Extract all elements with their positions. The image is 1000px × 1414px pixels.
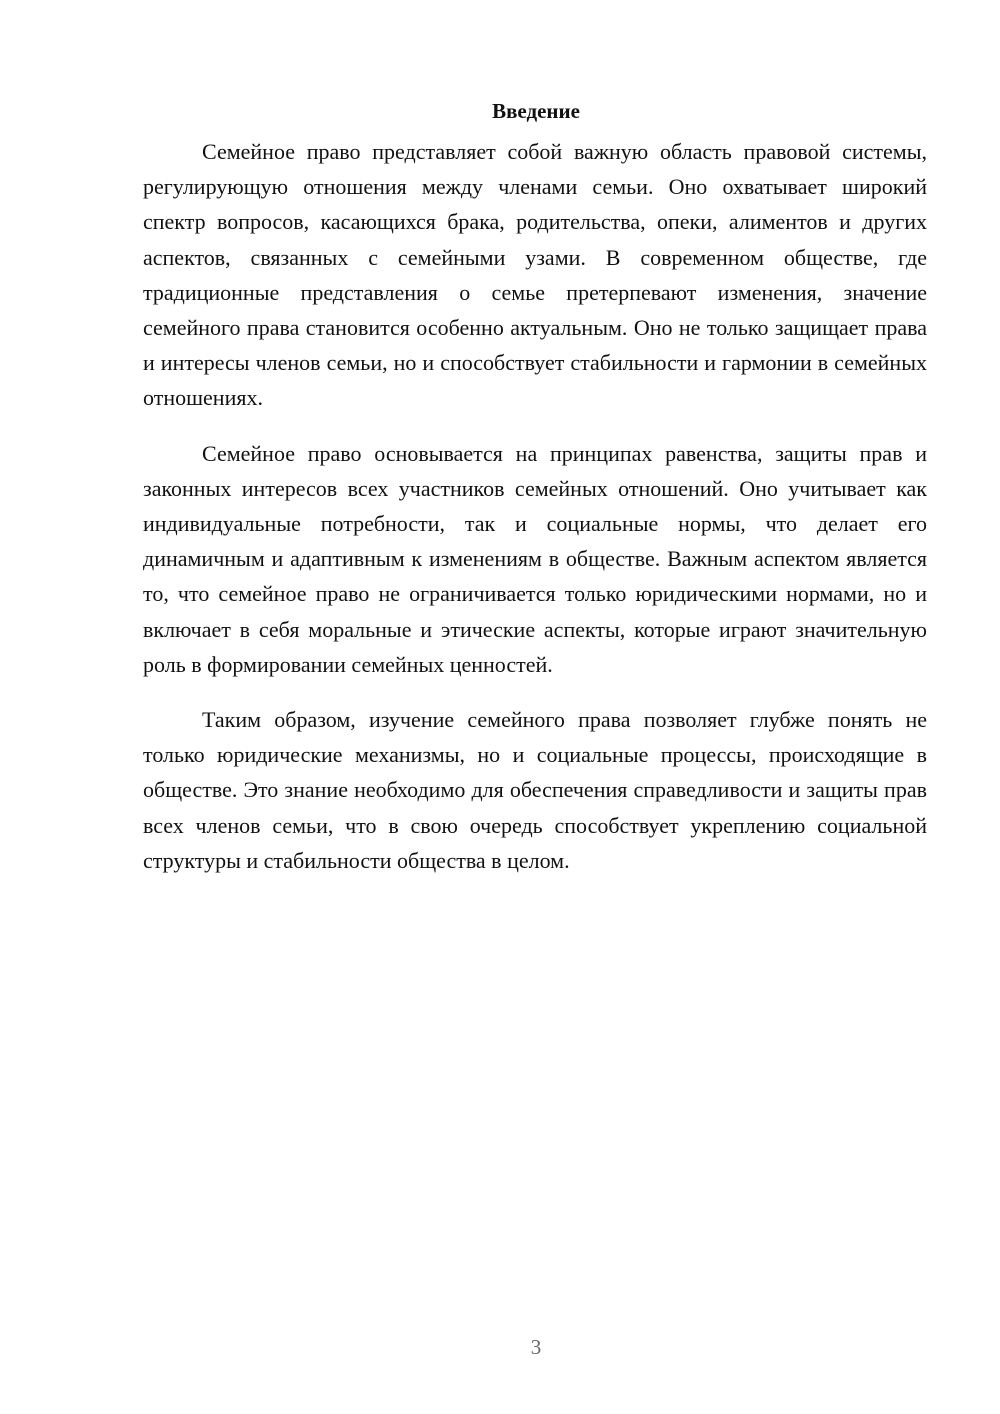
paragraph-1: Семейное право представляет собой важную область правовой системы, регулирующую отношения между членами семьи. Оно охватывает широкий спектр вопросов, касающихся брака, родительства, опеки, алиментов и других аспектов, связанных с семейными узами. В современном обществе, где традиционные представления о семье претерпевают изменения, значение семейного права становится особенно актуальным. Оно не только защищает права и интересы членов семьи, но и способствует стабильности и гармонии в семейных отношениях. [143,139,927,411]
paragraph-3: Таким образом, изучение семейного права позволяет глубже понять не только юридические механизмы, но и социальные процессы, происходящие в обществе. Это знание необходимо для обеспечения справедливости и защиты прав всех членов семьи, что в свою очередь способствует укреплению социальной структуры и стабильности общества в целом. [143,707,927,873]
section-heading: Введение [492,99,580,123]
page-content [143,96,927,898]
page-number: 3 [530,1335,542,1359]
paragraph-2: Семейное право основывается на принципах равенства, защиты прав и законных интересов всех участников семейных отношений. Оно учитывает как индивидуальные потребности, так и социальные нормы, что делает его динамичным и адаптивным к изменениям в обществе. Важным аспектом является то, что семейное право не ограничивается только юридическими нормами, но и включает в себя моральные и этические аспекты, которые играют значительную роль в формировании семейных ценностей. [143,440,927,677]
